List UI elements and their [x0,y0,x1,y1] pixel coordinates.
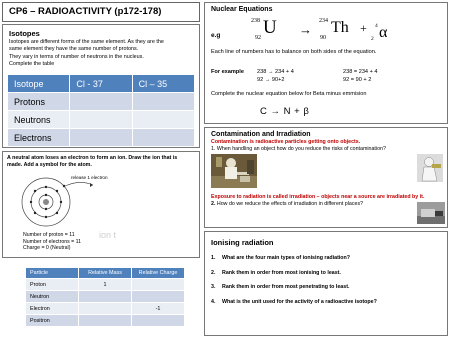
answer-cell[interactable] [132,315,185,327]
answer-cell[interactable] [70,111,132,129]
particle-name: Neutron [26,291,79,303]
answer-cell[interactable]: -1 [132,303,185,315]
nuclear-heading: Nuclear Equations [211,6,273,13]
answer-cell[interactable] [79,315,132,327]
answer-cell[interactable] [132,279,185,291]
table-row [8,129,195,147]
isotope-table-header-cell: Cl – 35 [132,75,194,93]
atom-info-line: Charge = 0 (Neutral) [23,245,71,252]
ionising-question [211,255,350,261]
handling-photo [211,154,257,188]
question-text: What are the four main types of ionising radiation? [222,255,351,261]
particle-table-header [26,268,185,279]
question-number: 2. [211,201,216,207]
contamination-definition: Contamination is radioactive particles getting onto objects. [211,139,361,145]
hazmat-photo [417,154,443,182]
isotope-table-header [8,75,195,93]
atom-instruction [7,155,197,169]
isotopes-panel [2,24,200,148]
table-row [26,291,185,303]
balance-text: Each line of numbers has to balance on both sides of the equation. [211,49,377,55]
contamination-question-2 [211,201,363,207]
question-text: Rank them in order from most ionising to least. [222,270,341,276]
eg-label: e.g [211,32,221,39]
contamination-heading: Contamination and Irradiation [211,131,311,138]
release-arrow [63,182,93,187]
th-number: 90 [320,35,326,41]
u-mass: 238 [251,18,260,24]
question-number: 1. [211,255,216,261]
atom-panel [2,151,200,258]
question-text: What is the unit used for the activity of a radioactive isotope? [222,299,377,305]
ion-ghost-text: ion t [99,230,117,240]
particle-table-header-cell: Relative Mass [79,268,132,279]
particle-name: Proton [26,279,79,291]
release-label: release 1 electron [71,175,108,180]
u-number: 92 [255,35,261,41]
atom-instruction-line: made. Add a symbol for the atom. [7,162,92,168]
answer-cell[interactable]: 1 [79,279,132,291]
alpha-mass: 4 [375,23,378,29]
isotope-table-header-cell: Isotope [8,75,70,93]
example-b2: 92 = 90 + 2 [343,77,372,83]
example-b1: 238 = 234 + 4 [343,69,378,75]
particle-table [25,267,185,327]
ionising-question [211,299,377,305]
answer-cell[interactable] [132,129,194,147]
contamination-question-1: 1. When handling an object how do you reduce the risks of contamination? [211,146,386,152]
ionising-question [211,284,349,290]
beta-equation[interactable]: C → N + β [260,106,310,117]
answer-cell[interactable] [70,93,132,111]
alpha-symbol: α [379,24,388,41]
ionising-panel [204,231,448,336]
isotopes-heading: Isotopes [9,29,40,38]
row-label: Protons [8,93,70,111]
answer-cell[interactable] [79,303,132,315]
row-label: Electrons [8,129,70,147]
question-text: How do we reduce the effects of irradiation in different places? [215,201,364,207]
page-title: CP6 – RADIOACTIVITY (p172-178) [9,6,162,17]
atom-diagram [19,173,139,231]
table-row [26,279,185,291]
particle-name: Positron [26,315,79,327]
particle-name: Electron [26,303,79,315]
nuclear-equations-panel [204,2,448,124]
isotopes-line: They vary in terms of number of neutrons in the nucleus. [9,53,144,60]
arrow-symbol: → [299,22,312,37]
atom-info-line: Number of electrons = 11 [23,238,82,245]
question-number: 2. [211,270,216,276]
irradiation-definition: Exposure to radiation is called irradiation – objects near a source are irradiated by it. [211,194,425,200]
ionising-heading: Ionising radiation [211,238,274,247]
row-label: Neutrons [8,111,70,129]
isotopes-line: same element they have the same number of protons. [9,46,139,53]
title-box [2,2,200,22]
example-a1: 238 → 234 + 4 [257,69,294,75]
isotope-table-header-cell: Cl - 37 [70,75,132,93]
atom-instruction-line: A neutral atom loses an electron to form an ion. Draw the ion that is [7,155,178,161]
radiation-source-photo [417,202,445,224]
beta-instruction: Complete the nuclear equation below for Beta minus emmision [211,91,367,97]
table-row [26,303,185,315]
alpha-number: 2 [371,36,374,42]
atom-info [23,232,81,252]
question-number: 4. [211,299,216,305]
u-symbol: U [263,17,277,38]
table-row [8,111,195,129]
answer-cell[interactable] [79,291,132,303]
ionising-question [211,270,341,276]
example-a2: 92 → 90+2 [257,77,285,83]
isotopes-line: Complete the table [9,60,55,67]
question-text: Rank them in order from most penetrating to least. [222,284,350,290]
particle-table-header-cell: Particle [26,268,79,279]
answer-cell[interactable] [70,129,132,147]
th-symbol: Th [331,19,349,36]
nucleus [43,199,49,205]
table-row [26,315,185,327]
answer-cell[interactable] [132,111,194,129]
question-number: 3. [211,284,216,290]
isotopes-line: Isotopes are different forms of the same element. As they are the [9,39,164,45]
example-label: For example [211,69,244,75]
th-mass: 234 [319,18,328,24]
isotope-table [7,74,195,147]
atom-info-line: Number of proton = 11 [23,232,75,238]
table-row [8,93,195,111]
particle-table-header-cell: Relative Charge [132,268,185,279]
isotopes-text [9,39,197,68]
answer-cell[interactable] [132,93,194,111]
plus-symbol: + [360,21,367,35]
answer-cell[interactable] [132,291,185,303]
contamination-panel [204,127,448,228]
